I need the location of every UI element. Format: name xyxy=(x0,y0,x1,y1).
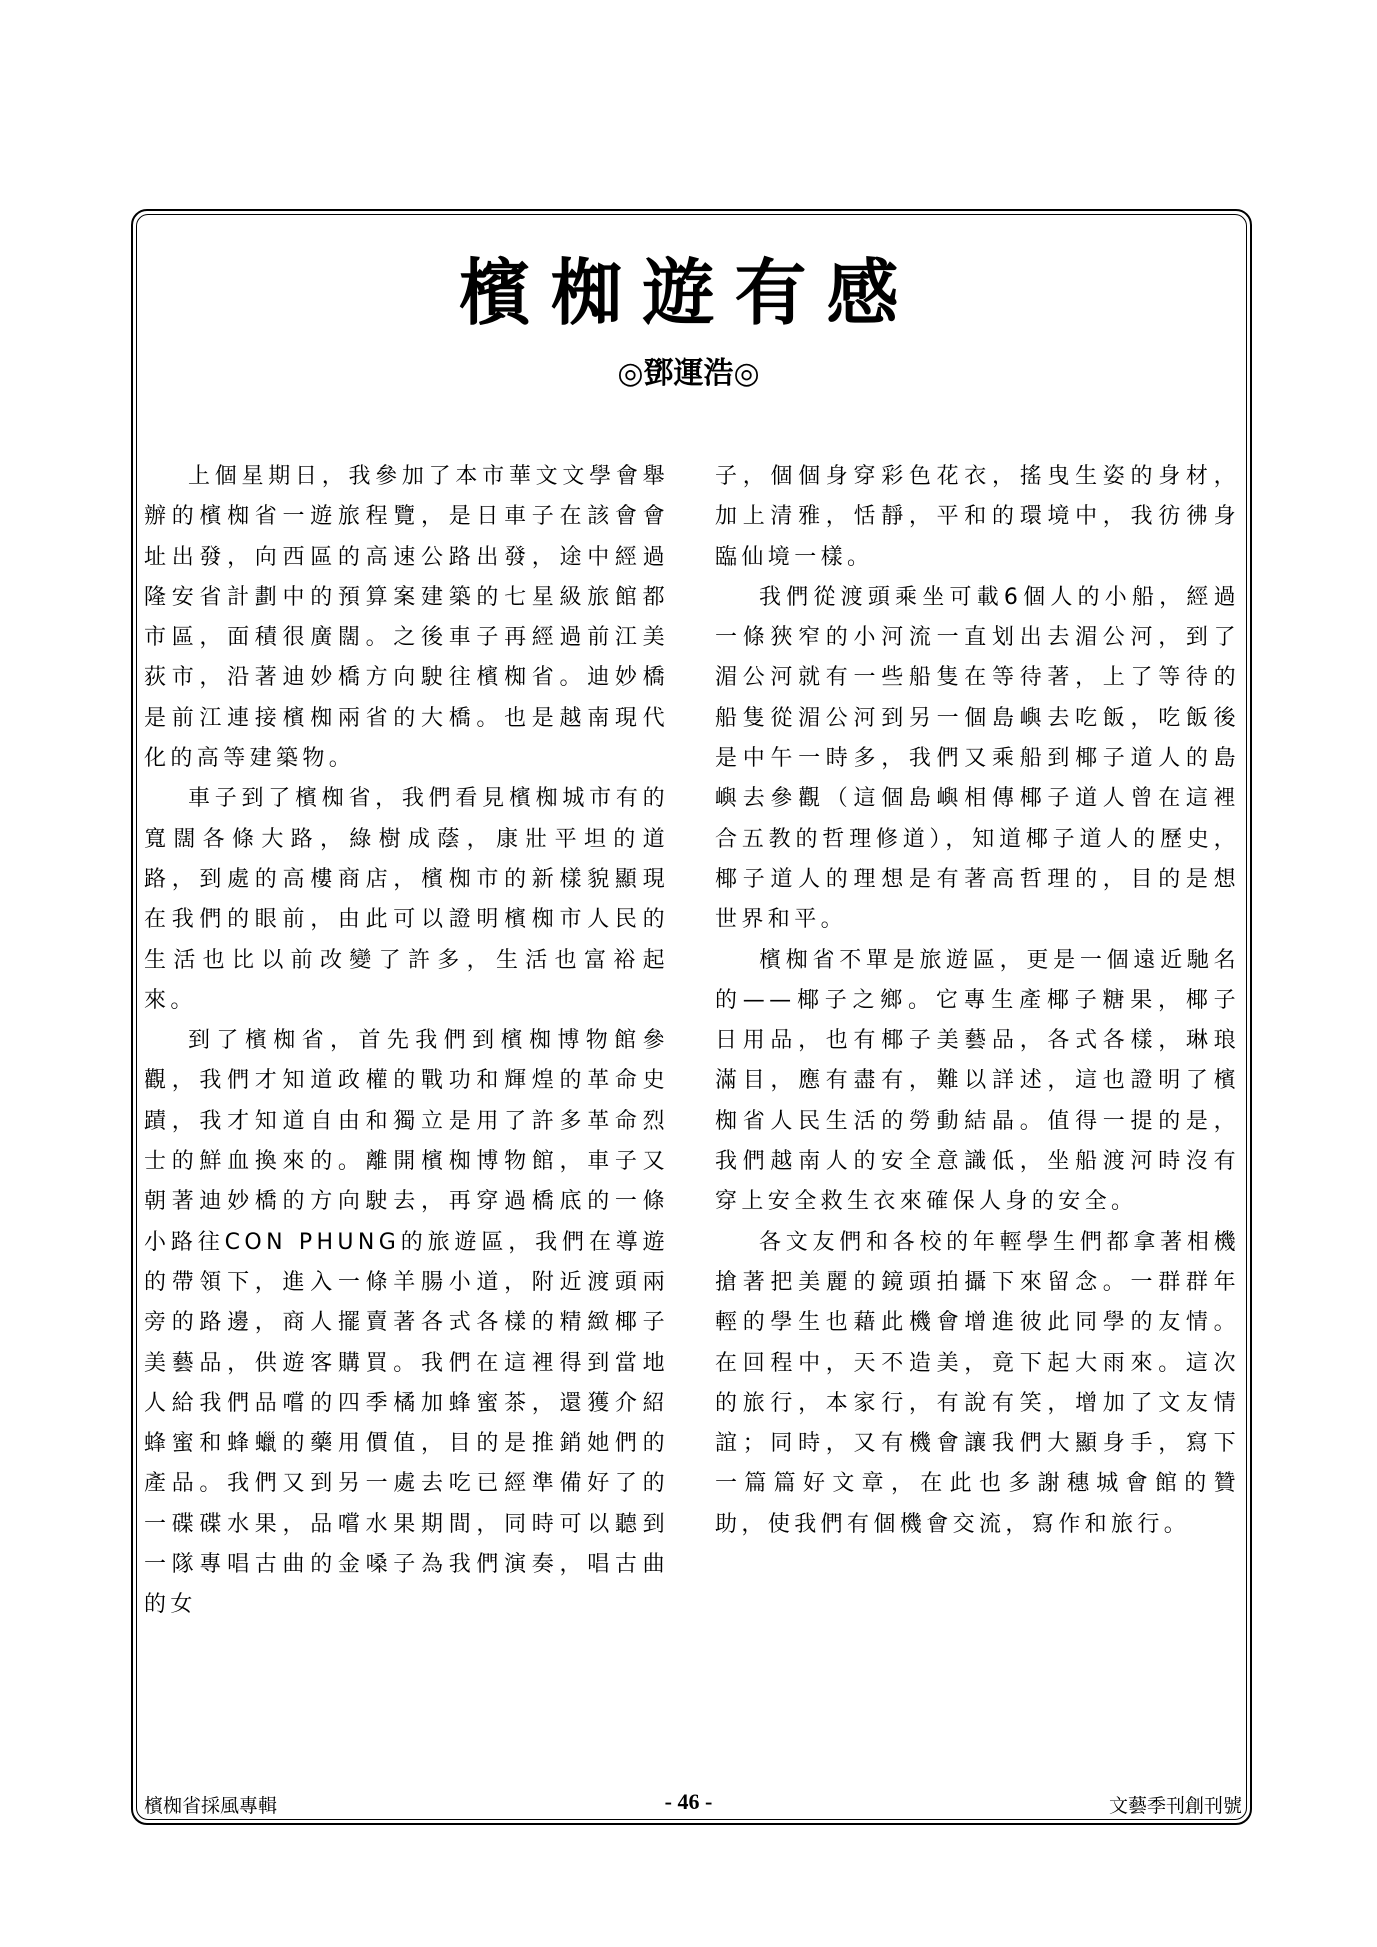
page-number: - 46 - xyxy=(664,1789,713,1814)
article-author: ◎鄧運浩◎ xyxy=(617,356,760,391)
paragraph: 子，個個身穿彩色花衣，搖曳生姿的身材，加上清雅，恬靜，平和的環境中，我彷彿身臨仙境一樣。 xyxy=(715,464,1240,570)
article-column-left xyxy=(144,457,669,1626)
paragraph: 各文友們和各校的年輕學生們都拿著相機搶著把美麗的鏡頭拍攝下來留念。一群群年輕的學生也藉此機會增進彼此同學的友情。在回程中，天不造美，竟下起大雨來。這次的旅行，本家行，有說有笑，增加了文友情誼；同時，又有機會讓我們大顯身手，寫下一篇篇好文章，在此也多謝穗城會館的贊助，使我們有個機會交流，寫作和旅行。 xyxy=(715,1229,1240,1537)
paragraph: 我們從渡頭乘坐可載6個人的小船，經過一條狹窄的小河流一直划出去湄公河，到了湄公河就有一些船隻在等待著，上了等待的船隻從湄公河到另一個島嶼去吃飯，吃飯後是中午一時多，我們又乘船到椰子道人的島嶼去參觀（這個島嶼相傳椰子道人曾在這裡合五教的哲理修道），知道椰子道人的歷史，椰子道人的理想是有著高哲理的，目的是想世界和平。 xyxy=(715,584,1240,933)
footer-section-title: 檳椥省採風專輯 xyxy=(144,1795,278,1817)
paragraph: 檳椥省不單是旅遊區，更是一個遠近馳名的——椰子之鄉。它專生產椰子糖果，椰子日用品，也有椰子美藝品，各式各樣，琳琅滿目，應有盡有，難以詳述，這也證明了檳椥省人民生活的勞動結晶。值得一提的是，我們越南人的安全意識低，坐船渡河時沒有穿上安全救生衣來確保人身的安全。 xyxy=(715,947,1240,1215)
article-column-right xyxy=(715,457,1240,1545)
paragraph: 上個星期日，我參加了本市華文文學會舉辦的檳椥省一遊旅程覽，是日車子在該會會址出發，向西區的高速公路出發，途中經過隆安省計劃中的預算案建築的七星級旅館都市區，面積很廣闊。之後車子再經過前江美荻市，沿著迪妙橋方向駛往檳椥省。迪妙橋是前江連接檳椥兩省的大橋。也是越南現代化的高等建築物。 xyxy=(144,464,669,772)
article-title: 檳椥遊有感 xyxy=(458,250,919,335)
paragraph: 車子到了檳椥省，我們看見檳椥城市有的寬闊各條大路，綠樹成蔭，康壯平坦的道路，到處的高樓商店，檳椥市的新樣貌顯現在我們的眼前，由此可以證明檳椥市人民的生活也比以前改變了許多，生活也富裕起來。 xyxy=(144,786,669,1013)
footer-publication-title: 文藝季刊創刊號 xyxy=(1108,1795,1242,1817)
paragraph: 到了檳椥省，首先我們到檳椥博物館參觀，我們才知道政權的戰功和輝煌的革命史蹟，我才知道自由和獨立是用了許多革命烈士的鮮血換來的。離開檳椥博物館，車子又朝著迪妙橋的方向駛去，再穿過橋底的一條小路往CON PHUNG的旅遊區，我們在導遊的帶領下，進入一條羊腸小道，附近渡頭兩旁的路邊，商人擺賣著各式各樣的精緻椰子美藝品，供遊客購買。我們在這裡得到當地人給我們品嚐的四季橘加蜂蜜茶，還獲介紹蜂蜜和蜂蠟的藥用價值，目的是推銷她們的產品。我們又到另一處去吃已經準備好了的一碟碟水果，品嚐水果期間，同時可以聽到一隊專唱古曲的金嗓子為我們演奏，唱古曲的女 xyxy=(144,1028,669,1618)
